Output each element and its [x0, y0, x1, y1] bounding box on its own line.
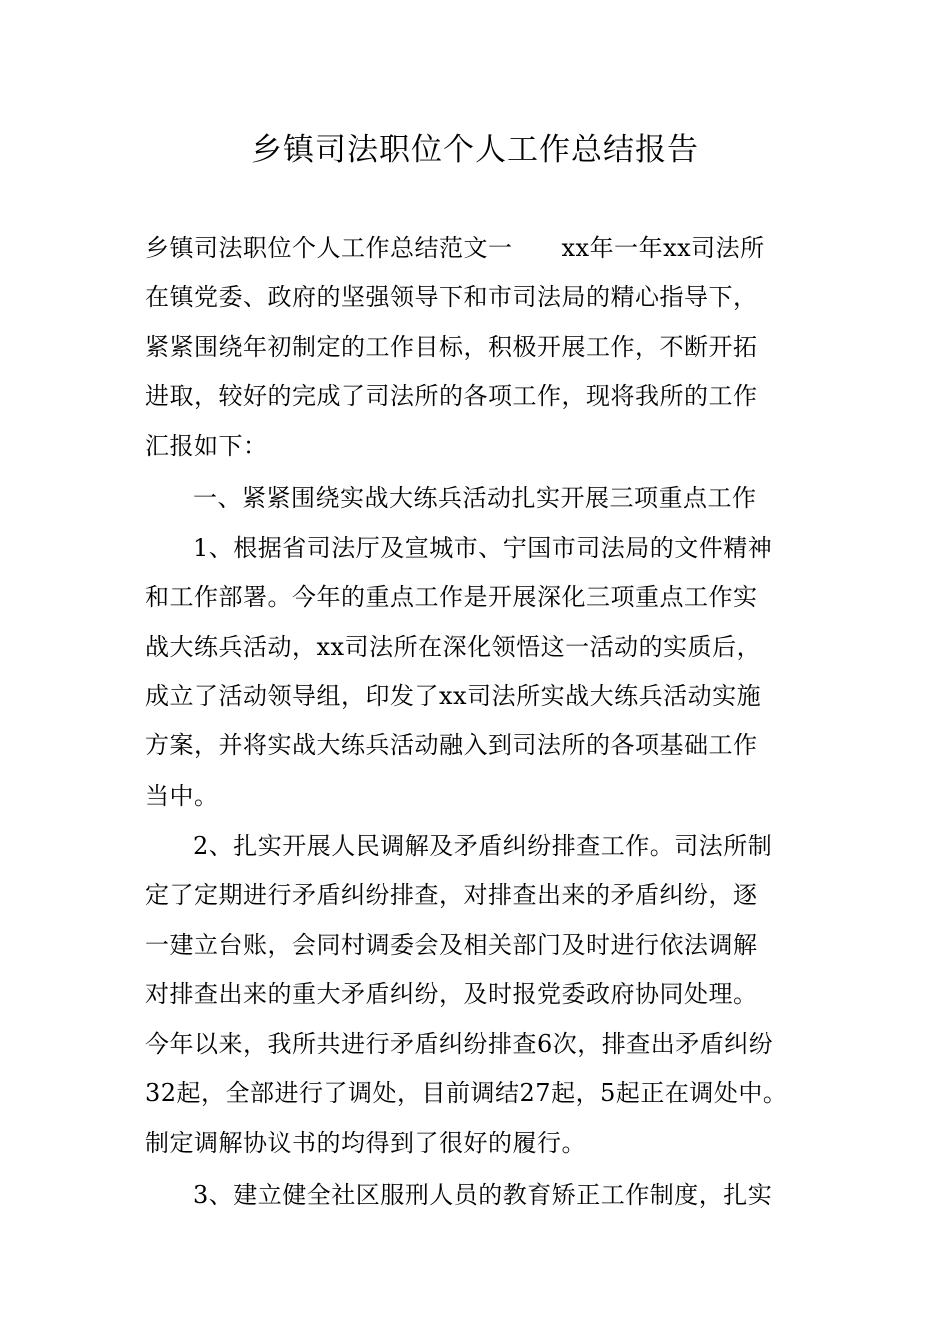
text-line: 汇报如下： — [145, 432, 268, 460]
text-line: 方案，并将实战大练兵活动融入到司法所的各项基础工作 — [145, 731, 758, 759]
text-line: 32起，全部进行了调处，目前调结27起，5起正在调处中。 — [145, 1079, 788, 1107]
text-line: 定了定期进行矛盾纠纷排查，对排查出来的矛盾纠纷，逐 — [145, 881, 758, 909]
text-line: 对排查出来的重大矛盾纠纷，及时报党委政府协同处理。 — [145, 980, 758, 1008]
text-line: 制定调解协议书的均得到了很好的履行。 — [145, 1129, 586, 1157]
text-line: 成立了活动领导组，印发了xx司法所实战大练兵活动实施 — [145, 682, 762, 710]
text-line: 和工作部署。今年的重点工作是开展深化三项重点工作实 — [145, 583, 758, 611]
text-line: 当中。 — [145, 782, 219, 810]
text-line: 乡镇司法职位个人工作总结范文一 xx年一年xx司法所 — [145, 234, 765, 262]
text-line: 今年以来，我所共进行矛盾纠纷排查6次，排查出矛盾纠纷 — [145, 1030, 774, 1058]
text-line: 在镇党委、政府的坚强领导下和市司法局的精心指导下， — [145, 283, 758, 311]
document-title: 乡镇司法职位个人工作总结报告 — [251, 132, 699, 168]
text-line: 1、根据省司法厅及宣城市、宁国市司法局的文件精神 — [193, 534, 773, 562]
text-line: 进取，较好的完成了司法所的各项工作，现将我所的工作 — [145, 382, 758, 410]
text-line: 紧紧围绕年初制定的工作目标，积极开展工作，不断开拓 — [145, 333, 758, 361]
text-line: 一建立台账，会同村调委会及相关部门及时进行依法调解 — [145, 931, 758, 959]
section-heading: 一、紧紧围绕实战大练兵活动扎实开展三项重点工作 — [193, 484, 757, 512]
text-line: 战大练兵活动，xx司法所在深化领悟这一活动的实质后， — [145, 633, 762, 661]
text-line: 2、扎实开展人民调解及矛盾纠纷排查工作。司法所制 — [193, 832, 773, 860]
text-line: 3、建立健全社区服刑人员的教育矫正工作制度，扎实 — [193, 1181, 773, 1209]
